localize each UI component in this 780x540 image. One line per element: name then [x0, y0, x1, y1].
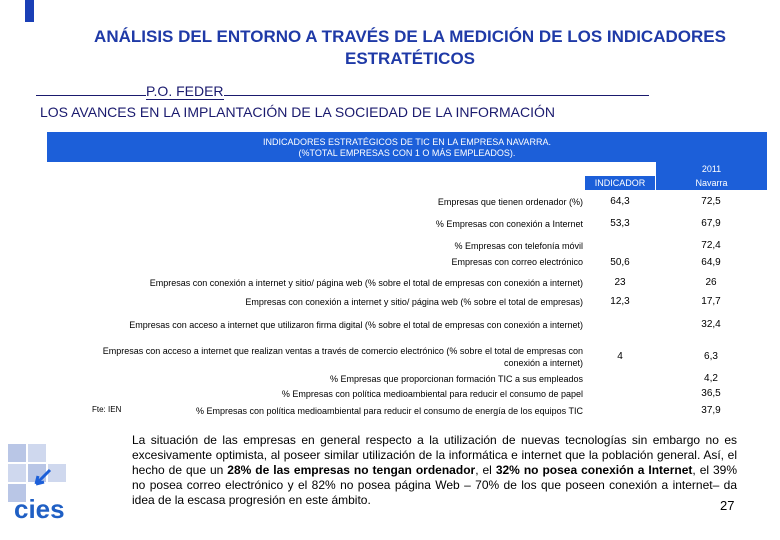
logo-square-1 [8, 444, 26, 462]
row-indicador: 12,3 [610, 296, 630, 307]
logo-text: cies [14, 494, 65, 524]
page-number: 27 [720, 498, 735, 513]
underline-rule-left [36, 95, 146, 96]
col-header-indicador: INDICADOR [585, 176, 655, 190]
row-indicador: 50,6 [610, 257, 630, 268]
row-navarra: 32,4 [701, 319, 721, 330]
row-label: % Empresas que proporcionan formación TIC a sus empleados [330, 374, 583, 384]
table-heading [47, 132, 767, 162]
logo-square-6 [48, 464, 66, 482]
body-paragraph [132, 433, 737, 508]
row-navarra: 67,9 [701, 218, 721, 229]
row-indicador: 23 [614, 277, 626, 288]
row-navarra: 36,5 [701, 388, 721, 399]
col-header-navarra: Navarra [655, 176, 767, 190]
table-heading-line2: (%TOTAL EMPRESAS CON 1 O MÁS EMPLEADOS). [298, 148, 516, 158]
row-indicador: 53,3 [610, 218, 630, 229]
row-label: Empresas que tienen ordenador (%) [437, 197, 583, 207]
row-label: Empresas con conexión a internet y sitio/ página web (% sobre el total de empresas) [245, 297, 583, 307]
row-label: Empresas con acceso a internet que realizan ventas a través de comercio electrónico (% sobre el total de empresas con [102, 346, 583, 356]
row-navarra: 72,4 [701, 240, 721, 251]
accent-bar [25, 0, 34, 22]
underline-rule-right [224, 95, 649, 96]
para-text-1: La situación de las empresas en general respecto a la utilización de nuevas tecnologías sin embargo no es excesivamente optimista, al poseer similar utilización de la informática e internet que la población general. Así, el hecho de que un [132, 433, 737, 477]
page-title: ANÁLISIS DEL ENTORNO A TRAVÉS DE LA MEDICIÓN DE LOS INDICADORES ESTRATÉTICOS [94, 27, 726, 68]
source-note: Fte: IEN [92, 405, 122, 414]
row-indicador: 4 [617, 351, 623, 362]
row-label: Empresas con acceso a internet que utilizaron firma digital (% sobre el total de empresas con conexión a internet) [129, 320, 583, 330]
row-navarra: 37,9 [701, 405, 721, 416]
row-label: % Empresas con política medioambiental para reducir el consumo de papel [281, 389, 583, 399]
subtitle-feder-label: P.O. FEDER [146, 83, 224, 99]
para-bold-1: 28% de las empresas no tengan ordenador [227, 463, 476, 477]
section-subtitle: LOS AVANCES EN LA IMPLANTACIÓN DE LA SOCIEDAD DE LA INFORMACIÓN [40, 104, 556, 120]
year-header: 2011 [655, 162, 767, 176]
row-navarra: 6,3 [704, 351, 718, 362]
row-navarra: 4,2 [704, 373, 718, 384]
row-label: Empresas con correo electrónico [451, 257, 583, 267]
cies-logo [6, 440, 84, 526]
para-text-2: , el [475, 463, 496, 477]
logo-square-2 [28, 444, 46, 462]
row-label-cont: conexión a internet) [503, 358, 583, 368]
row-navarra: 17,7 [701, 296, 721, 307]
row-indicador: 64,3 [610, 196, 630, 207]
row-label: Empresas con conexión a internet y sitio/ página web (% sobre el total de empresas con conexión a internet) [149, 278, 583, 288]
para-bold-2: 32% no posea conexión a Internet [495, 463, 693, 477]
para-text-3: , el 39% no posea correo electrónico y el 82% no posea página Web – 70% de los que poseen conexión a internet– da idea de la escasa progresión en este ámbito. [132, 463, 738, 507]
table-heading-line1: INDICADORES ESTRATÉGICOS DE TIC EN LA EMPRESA NAVARRA. [263, 137, 551, 147]
logo-square-3 [8, 464, 26, 482]
row-label: % Empresas con conexión a Internet [435, 219, 583, 229]
row-navarra: 72,5 [701, 196, 721, 207]
row-label: % Empresas con política medioambiental para reducir el consumo de energía de los equipos TIC [195, 406, 583, 416]
row-navarra: 64,9 [701, 257, 721, 268]
row-label: % Empresas con telefonía móvil [454, 241, 583, 251]
row-navarra: 26 [705, 277, 717, 288]
subtitle-feder [36, 83, 649, 99]
